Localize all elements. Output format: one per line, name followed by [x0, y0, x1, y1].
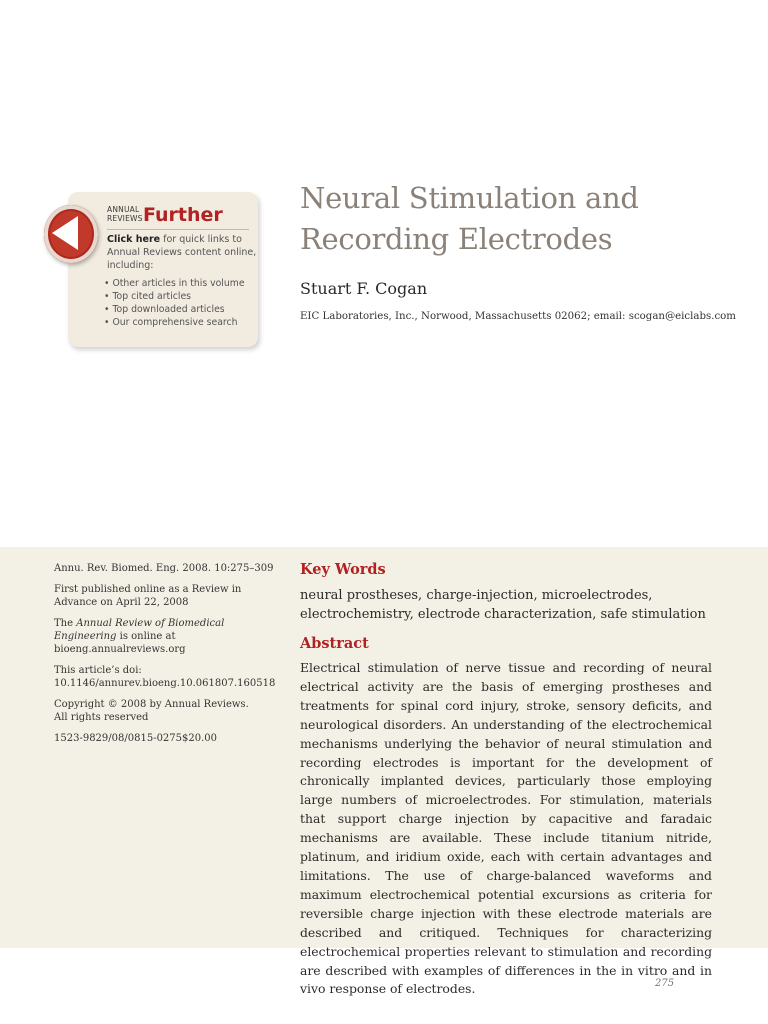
abstract-heading: Abstract — [300, 635, 369, 652]
copyright-line-2: All rights reserved — [54, 712, 149, 723]
publication-sidebar — [54, 562, 274, 753]
journal-name: Annual Review of Biomedical Engineering — [54, 618, 225, 642]
further-links — [104, 277, 245, 329]
copyright — [54, 698, 274, 724]
issn: 1523-9829/08/0815-0275$20.00 — [54, 733, 218, 744]
further-description — [107, 233, 257, 272]
copyright-line-1: Copyright © 2008 by Annual Reviews. — [54, 699, 249, 710]
journal-online-note — [54, 617, 274, 656]
further-title: Further — [143, 204, 223, 226]
citation: Annu. Rev. Biomed. Eng. 2008. 10:275–309 — [54, 563, 274, 574]
page-number: 275 — [655, 978, 675, 989]
further-description-text: for quick links to Annual Reviews content online, including: — [107, 234, 257, 271]
further-link-item[interactable]: • Top cited articles — [104, 290, 245, 303]
author-name: Stuart F. Cogan — [300, 279, 428, 298]
article-title-line-2: Recording Electrodes — [300, 222, 613, 256]
author-affiliation: EIC Laboratories, Inc., Norwood, Massachusetts 02062; email: scogan@eiclabs.com — [300, 311, 736, 322]
keywords-text: neural prostheses, charge-injection, microelectrodes, electrochemistry, electrode characterization, safe stimulation — [300, 588, 706, 622]
journal-suffix: is online at bioeng.annualreviews.org — [54, 631, 186, 655]
annual-reviews-logo — [107, 206, 147, 223]
article-title — [300, 178, 740, 260]
brand-line-2: REVIEWS — [107, 213, 143, 223]
further-divider — [107, 229, 249, 230]
further-link-item[interactable]: • Other articles in this volume — [104, 277, 245, 290]
further-link-item[interactable]: • Our comprehensive search — [104, 316, 245, 329]
article-title-line-1: Neural Stimulation and — [300, 181, 639, 215]
further-link-item[interactable]: • Top downloaded articles — [104, 303, 245, 316]
journal-prefix: The — [54, 618, 77, 629]
abstract-text: Electrical stimulation of nerve tissue and recording of neural electrical activity are the basis of emerging prostheses and treatments for spinal cord injury, stroke, sensory deficits, and neurological disorders. An understanding of the electrochemical mechanisms underlying the behavior of neural stimulation and recording electrodes is important for the development of chronically implanted devices, particularly those employing large numbers of microelectrodes. For stimulation, materials that support charge injection by capacitive and faradaic mechanisms are available. These include titanium nitride, platinum, and iridium oxide, each with certain advantages and limitations. The use of charge-balanced waveforms and maximum electrochemical potential excursions as criteria for reversible charge injection with these electrode materials are described and critiqued. Techniques for characterizing electrochemical properties relevant to stimulation and recording are described with examples of differences in the in vitro and in vivo response of electrodes. — [300, 660, 712, 997]
brand-line-1: ANNUAL — [107, 205, 140, 214]
click-here-link[interactable]: Click here — [107, 234, 161, 245]
doi-label: This article’s doi: — [54, 665, 142, 676]
first-published: First published online as a Review in Advance on April 22, 2008 — [54, 584, 242, 608]
doi-block — [54, 664, 274, 690]
keywords-heading: Key Words — [300, 561, 386, 578]
left-arrow-icon — [52, 216, 78, 250]
doi[interactable]: 10.1146/annurev.bioeng.10.061807.160518 — [54, 678, 276, 689]
